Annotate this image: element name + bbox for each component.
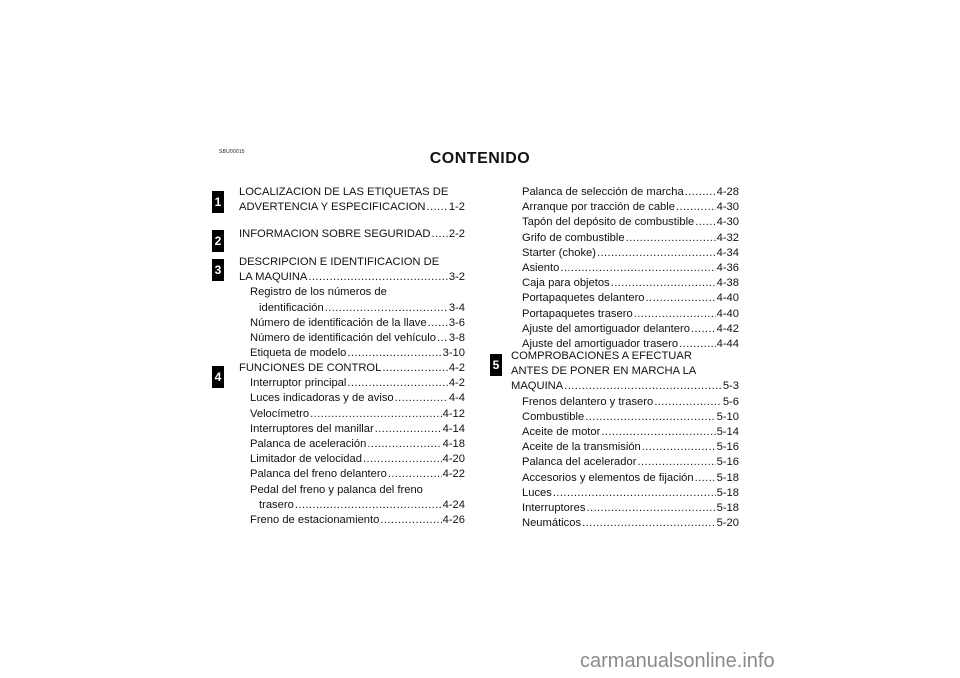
toc-page-number: 4-4: [448, 392, 465, 405]
section-tab-2[interactable]: 2: [212, 230, 224, 252]
page-title: CONTENIDO: [429, 150, 531, 167]
dot-leader: [611, 276, 716, 291]
toc-page-number: 3-8: [448, 332, 465, 345]
toc-item[interactable]: [239, 376, 465, 391]
dot-leader: [695, 215, 715, 230]
toc-entry-text: Grifo de combustible: [522, 231, 625, 244]
dot-leader: [642, 440, 716, 455]
toc-item[interactable]: [511, 200, 739, 215]
dot-leader: [646, 291, 716, 306]
toc-item[interactable]: [511, 231, 739, 246]
toc-page-number: 4-32: [716, 231, 739, 244]
toc-section-1[interactable]: [239, 185, 465, 215]
toc-page-number: 2-2: [448, 228, 465, 240]
toc-entry-text: MAQUINA: [511, 380, 564, 393]
toc-page-number: 5-10: [716, 410, 739, 423]
dot-leader: [375, 422, 442, 437]
toc-page-number: 4-20: [442, 453, 465, 466]
toc-page-number: 5-14: [716, 426, 739, 439]
dot-leader: [553, 486, 716, 501]
toc-item[interactable]: [239, 437, 465, 452]
toc-item[interactable]: [511, 516, 739, 531]
section-tab-4[interactable]: 4: [212, 366, 224, 388]
toc-item[interactable]: [511, 440, 739, 455]
toc-page-number: 5-20: [716, 517, 739, 530]
toc-entry-text: DESCRIPCION E IDENTIFICACION DE: [239, 256, 440, 268]
dot-leader: [437, 331, 448, 346]
toc-item[interactable]: [511, 486, 739, 501]
document-code: SBU00015: [219, 149, 245, 155]
toc-page-number: 5-18: [716, 471, 739, 484]
toc-item[interactable]: [511, 471, 739, 486]
dot-leader: [367, 437, 441, 452]
toc-page-number: 3-10: [442, 347, 465, 360]
dot-leader: [388, 467, 442, 482]
toc-entry-text: Palanca de selección de marcha: [522, 186, 684, 198]
dot-leader: [685, 185, 716, 200]
dot-leader: [654, 395, 722, 410]
toc-item[interactable]: [239, 301, 465, 316]
dot-leader: [601, 425, 715, 440]
dot-leader: [382, 361, 447, 376]
toc-entry-text: Tapón del depósito de combustible: [522, 216, 695, 229]
dot-leader: [308, 270, 447, 285]
toc-item[interactable]: [511, 501, 739, 516]
toc-page-number: 3-6: [448, 316, 465, 329]
toc-page-number: 4-30: [716, 201, 739, 214]
dot-leader: [586, 501, 715, 516]
toc-page-number: 4-2: [448, 362, 465, 374]
toc-item[interactable]: [239, 467, 465, 482]
toc-page-number: 5-6: [722, 395, 739, 408]
section-tab-1[interactable]: 1: [212, 191, 224, 213]
toc-entry-text: Palanca de aceleración: [250, 438, 367, 451]
toc-entry-text: Número de identificación de la llave: [250, 316, 427, 329]
dot-leader: [585, 410, 715, 425]
toc-item[interactable]: [511, 185, 739, 200]
dot-leader: [347, 346, 441, 361]
toc-page-number: 5-18: [716, 502, 739, 515]
toc-entry-text: Asiento: [522, 262, 560, 275]
toc-section-3[interactable]: [239, 255, 465, 361]
toc-entry-text: Arranque por tracción de cable: [522, 201, 675, 214]
watermark-text: carmanualsonline.info: [580, 650, 775, 672]
toc-page-number: 5-3: [722, 380, 739, 393]
dot-leader: [431, 227, 447, 242]
toc-page-number: 4-30: [716, 216, 739, 229]
dot-leader: [428, 316, 448, 331]
toc-page-number: 4-26: [442, 514, 465, 527]
toc-section-2[interactable]: [239, 227, 465, 242]
toc-entry-text: Neumáticos: [522, 517, 582, 530]
toc-entry-text: Combustible: [522, 410, 585, 423]
toc-page-number: 4-14: [442, 422, 465, 435]
toc-item[interactable]: [239, 407, 465, 422]
toc-entry-text: ANTES DE PONER EN MARCHA LA: [511, 365, 697, 378]
toc-section-4[interactable]: [239, 361, 465, 528]
toc-page-number: 4-22: [442, 468, 465, 481]
toc-page-number: 5-16: [716, 456, 739, 469]
toc-entry-text: Portapaquetes delantero: [522, 292, 645, 305]
toc-item[interactable]: [511, 455, 739, 470]
toc-page-number: 4-34: [716, 246, 739, 259]
dot-leader: [676, 200, 716, 215]
toc-entry-text: Aceite de la transmisión: [522, 441, 641, 454]
toc-page-number: 4-44: [716, 338, 739, 351]
dot-leader: [347, 376, 447, 391]
toc-item[interactable]: [511, 395, 739, 410]
toc-page-number: 4-40: [716, 292, 739, 305]
toc-item[interactable]: [239, 422, 465, 437]
toc-entry-text: Starter (choke): [522, 246, 596, 259]
toc-item[interactable]: [239, 391, 465, 406]
toc-item[interactable]: [511, 425, 739, 440]
dot-leader: [637, 455, 715, 470]
toc-page-number: 4-42: [716, 322, 739, 335]
toc-page-number: 4-28: [716, 186, 739, 198]
toc-page-number: 1-2: [448, 201, 465, 214]
dot-leader: [634, 307, 716, 322]
toc-entry-text: Luces indicadoras y de aviso: [250, 392, 394, 405]
toc-entry-text: Interruptores del manillar: [250, 422, 374, 435]
toc-entry-text: ADVERTENCIA Y ESPECIFICACION: [239, 201, 426, 214]
section-tab-5[interactable]: 5: [490, 354, 502, 376]
toc-entry-text: Ajuste del amortiguador delantero: [522, 322, 690, 335]
toc-item[interactable]: [511, 246, 739, 261]
toc-entry-text: Limitador de velocidad: [250, 453, 362, 466]
toc-entry-text: LA MAQUINA: [239, 271, 308, 284]
toc-page-number: 3-4: [448, 301, 465, 314]
toc-entry-text: COMPROBACIONES A EFECTUAR: [511, 350, 692, 362]
toc-page-number: 3-2: [448, 271, 465, 284]
toc-entry-text: Aceite de motor: [522, 426, 601, 439]
dot-leader: [597, 246, 716, 261]
toc-item[interactable]: Pedal del freno y palanca del freno: [250, 483, 423, 496]
dot-leader: [427, 200, 448, 215]
toc-entry-text: Ajuste del amortiguador trasero: [522, 338, 679, 351]
toc-item[interactable]: [511, 410, 739, 425]
toc-entry-text: Velocímetro: [250, 407, 310, 420]
toc-item[interactable]: [239, 331, 465, 346]
toc-page-number: 5-16: [716, 441, 739, 454]
toc-item[interactable]: [511, 291, 739, 306]
toc-section-5[interactable]: [511, 349, 739, 531]
dot-leader: [582, 516, 716, 531]
toc-item[interactable]: [239, 346, 465, 361]
toc-entry-text: FUNCIONES DE CONTROL: [239, 362, 382, 374]
toc-page-number: 4-38: [716, 277, 739, 290]
dot-leader: [564, 379, 722, 394]
toc-item[interactable]: [511, 276, 739, 291]
toc-page-number: 4-24: [442, 498, 465, 511]
toc-entry-text: Luces: [522, 486, 552, 499]
toc-entry-text: Palanca del freno delantero: [250, 468, 387, 481]
dot-leader: [691, 322, 716, 337]
toc-entry-text: Interruptor principal: [250, 377, 347, 390]
dot-leader: [695, 471, 716, 486]
toc-item[interactable]: [511, 307, 739, 322]
toc-item[interactable]: [511, 261, 739, 276]
toc-page-number: 4-40: [716, 307, 739, 320]
toc-entry-text: Interruptores: [522, 502, 586, 515]
dot-leader: [380, 513, 441, 528]
toc-item[interactable]: [511, 322, 739, 337]
dot-leader: [295, 498, 442, 513]
toc-section-4-continued[interactable]: [511, 185, 739, 352]
dot-leader: [395, 391, 448, 406]
toc-entry-text: Accesorios y elementos de fijación: [522, 471, 694, 484]
toc-entry-text: Portapaquetes trasero: [522, 307, 633, 320]
section-tab-3[interactable]: 3: [212, 259, 224, 281]
toc-item[interactable]: [239, 513, 465, 528]
toc-item[interactable]: Registro de los números de: [250, 286, 387, 299]
toc-item[interactable]: [239, 452, 465, 467]
toc-entry-text: identificación: [259, 301, 324, 314]
toc-entry-text: INFORMACION SOBRE SEGURIDAD: [239, 228, 431, 240]
toc-entry-text: Freno de estacionamiento: [250, 514, 380, 527]
toc-entry-text: Caja para objetos: [522, 277, 610, 290]
toc-page-number: 4-36: [716, 262, 739, 275]
toc-item[interactable]: [239, 316, 465, 331]
toc-item[interactable]: [239, 498, 465, 513]
toc-page-number: 4-12: [442, 407, 465, 420]
toc-page-number: 5-18: [716, 486, 739, 499]
dot-leader: [626, 231, 716, 246]
toc-entry-text: LOCALIZACION DE LAS ETIQUETAS DE: [239, 186, 449, 198]
dot-leader: [310, 407, 442, 422]
dot-leader: [363, 452, 442, 467]
toc-entry-text: Frenos delantero y trasero: [522, 395, 654, 408]
dot-leader: [325, 301, 448, 316]
toc-entry-text: Etiqueta de modelo: [250, 347, 347, 360]
toc-page-number: 4-18: [442, 438, 465, 451]
toc-item[interactable]: [511, 215, 739, 230]
toc-page-number: 4-2: [448, 377, 465, 390]
dot-leader: [560, 261, 715, 276]
toc-entry-text: Número de identificación del vehículo: [250, 332, 436, 345]
toc-entry-text: Palanca del acelerador: [522, 456, 637, 469]
toc-entry-text: trasero: [259, 498, 294, 511]
